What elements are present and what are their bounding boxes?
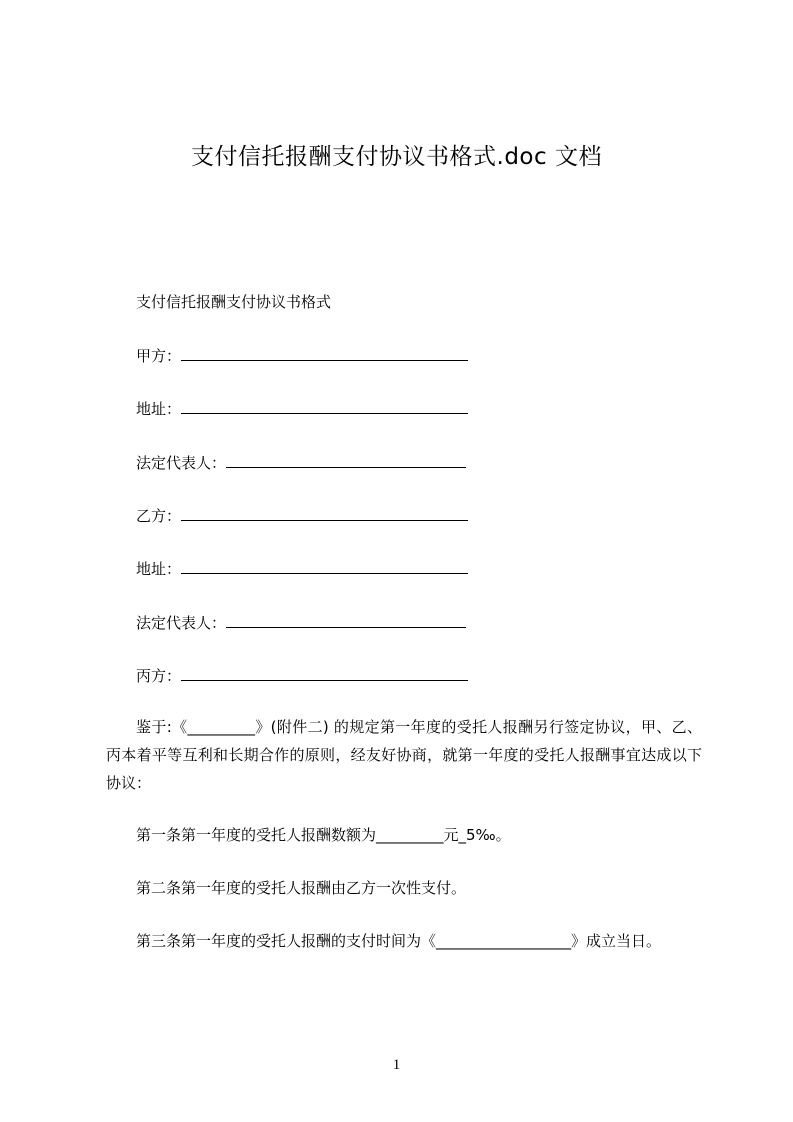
page-number: 1 — [392, 1057, 401, 1073]
blank-line — [181, 505, 468, 521]
field-label: 地址： — [136, 560, 182, 578]
blank-line — [226, 612, 466, 628]
field-label: 法定代表人： — [136, 454, 227, 472]
blank-line — [181, 345, 468, 361]
blank-line — [181, 558, 468, 574]
field-party-c — [136, 665, 468, 686]
document-subtitle: 支付信托报酬支付协议书格式 — [136, 293, 332, 311]
page-title: 支付信托报酬支付协议书格式.doc 文档 — [191, 144, 602, 170]
blank-line — [226, 452, 466, 468]
field-address-1 — [136, 398, 468, 419]
field-label: 地址： — [136, 400, 182, 418]
field-label: 乙方： — [136, 507, 182, 525]
blank-line — [181, 665, 468, 681]
field-party-b — [136, 505, 468, 526]
preamble-paragraph: 鉴于:《_________》(附件二) 的规定第一年度的受托人报酬另行签定协议，甲、乙、丙本着平等互利和长期合作的原则，经友好协商，就第一年度的受托人报酬事宜达成以下协议： — [106, 718, 702, 792]
article-1: 第一条第一年度的受托人报酬数额为_________元_5‰。 — [136, 826, 511, 844]
field-party-a — [136, 345, 468, 366]
article-3: 第三条第一年度的受托人报酬的支付时间为《__________________》成立当日。 — [136, 932, 662, 950]
field-legal-rep-1 — [136, 452, 466, 473]
field-label: 甲方： — [136, 347, 182, 365]
field-label: 丙方： — [136, 667, 182, 685]
field-legal-rep-2 — [136, 612, 466, 633]
field-label: 法定代表人： — [136, 614, 227, 632]
blank-line — [181, 398, 468, 414]
article-2: 第二条第一年度的受托人报酬由乙方一次性支付。 — [136, 879, 467, 897]
field-address-2 — [136, 558, 468, 579]
